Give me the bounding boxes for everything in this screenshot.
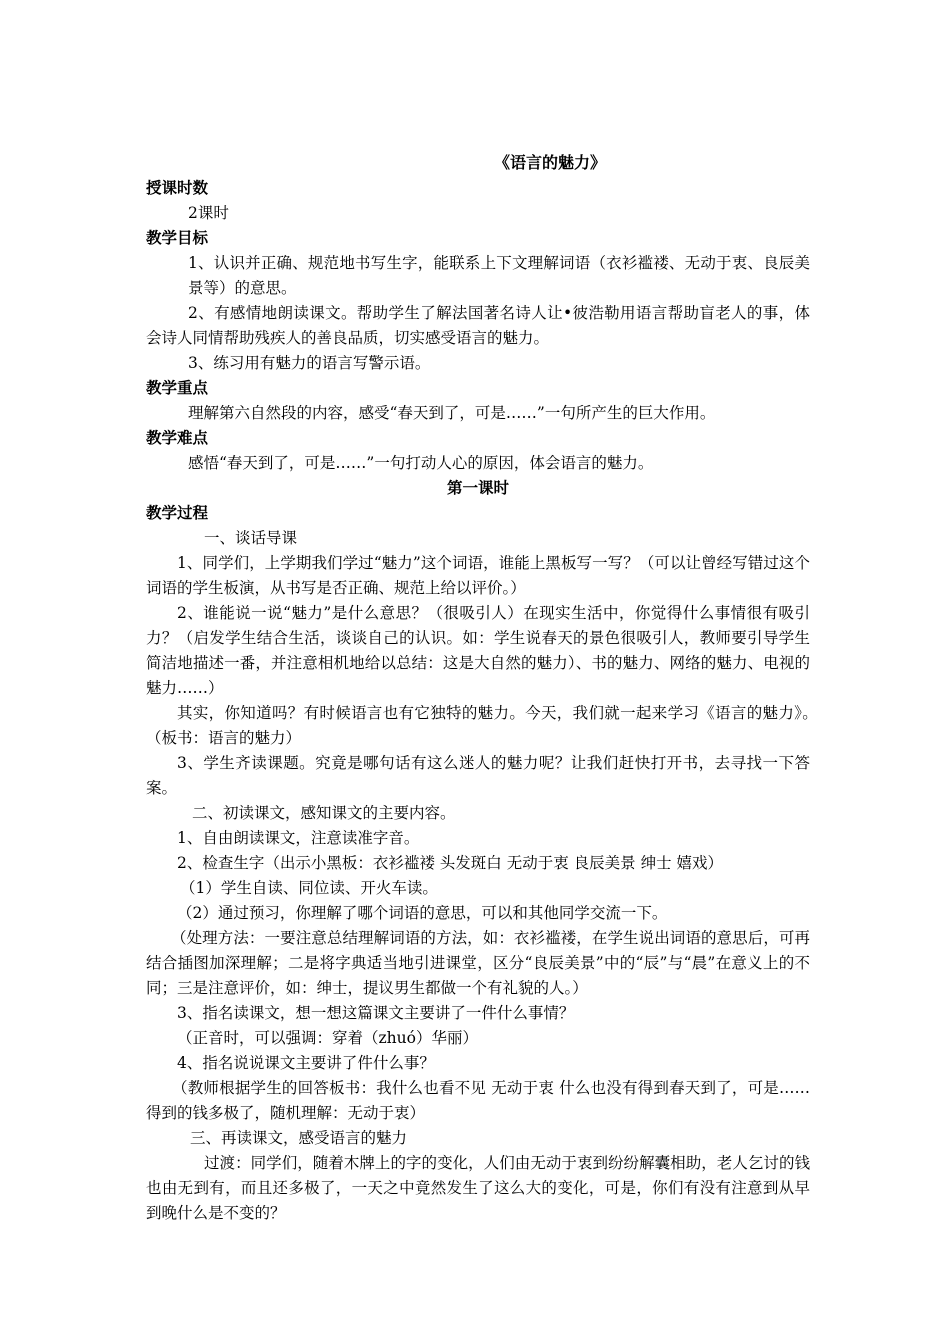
section-1-heading: 一、谈话导课 [204,529,298,547]
section-2-para-9: （教师根据学生的回答板书：我什么也看不见 无动于衷 什么也没有得到春天到了，可是…… 得到的钱多极了，随机理解：无动于衷） [146,1079,810,1122]
section-2-para-2: 2、检查生字（出示小黑板：衣衫褴褛 头发斑白 无动于衷 良辰美景 绅士 嬉戏） [177,854,723,872]
goal-1-text: 1、认识并正确、规范地书写生字，能联系上下文理解词语（衣衫褴褛、无动于衷、良辰美景等）的意思。 [188,254,810,297]
section-2-para-4: （2）通过预习，你理解了哪个词语的意思，可以和其他同学交流一下。 [177,904,668,922]
section-2-para-3: （1）学生自读、同位读、开火车读。 [180,879,438,897]
section-1-para-1: 1、同学们，上学期我们学过“魅力”这个词语，谁能上黑板写一写？（可以让曾经写错过这个词语的学生板演，从书写是否正确、规范上给以评价。） [146,554,810,597]
hours-heading: 授课时数 [146,179,209,197]
goal-3: 3、练习用有魅力的语言写警示语。 [188,354,431,372]
section-1-para-2: 2、谁能说一说“魅力”是什么意思？（很吸引人）在现实生活中，你觉得什么事情很有吸引力？（启发学生结合生活，谈谈自己的认识。如：学生说春天的景色很吸引人，教师要引导学生简洁地描述一番，并注意相机地给以总结：这是大自然的魅力）、书的魅力、网络的魅力、电视的魅力……） [146,604,810,697]
section-2-para-5: （处理方法：一要注意总结理解词语的方法，如：衣衫褴褛，在学生说出词语的意思后，可再结合插图加深理解；二是将字典适当地引进课堂，区分“良辰美景”中的“辰”与“晨”在意义上的不同；三是注意评价，如：绅士，提议男生都做一个有礼貌的人。） [146,929,810,997]
section-3-para-1: 过渡：同学们，随着木牌上的字的变化，人们由无动于衷到纷纷解囊相助，老人乞讨的钱也由无到有，而且还多极了，一天之中竟然发生了这么大的变化，可是，你们有没有注意到从早到晚什么是不变的？ [146,1154,810,1222]
goal-1 [146,251,810,301]
section-1-para-4: 3、学生齐读课题。究竟是哪句话有这么迷人的魅力呢？让我们赶快打开书，去寻找一下答案。 [146,754,810,797]
lesson-one-heading: 第一课时 [446,479,509,497]
section-3-heading: 三、再读课文，感受语言的魅力 [190,1129,408,1147]
focus-text: 理解第六自然段的内容，感受“春天到了，可是……”一句所产生的巨大作用。 [188,404,716,422]
section-2-para-7: （正音时，可以强调：穿着（zhuó）华丽） [177,1029,478,1047]
difficulty-text: 感悟“春天到了，可是……”一句打动人心的原因，体会语言的魅力。 [188,454,654,472]
section-1-para-3: 其实，你知道吗？有时候语言也有它独特的魅力。今天，我们就一起来学习《语言的魅力》。 （板书：语言的魅力） [146,704,842,747]
goal-2: 2、有感情地朗读课文。帮助学生了解法国著名诗人让•彼浩勒用语言帮助盲老人的事，体会诗人同情帮助残疾人的善良品质，切实感受语言的魅力。 [146,304,810,347]
process-heading: 教学过程 [146,504,209,522]
goals-heading: 教学目标 [146,229,209,247]
focus-heading: 教学重点 [146,379,209,397]
difficulty-heading: 教学难点 [146,429,209,447]
hours-text: 2课时 [188,204,229,222]
section-2-heading: 二、初读课文，感知课文的主要内容。 [192,804,456,822]
document-title: 《语言的魅力》 [493,153,606,172]
section-2-para-1: 1、自由朗读课文，注意读准字音。 [177,829,420,847]
section-2-para-6: 3、指名读课文，想一想这篇课文主要讲了一件什么事情？ [177,1004,575,1022]
document-body [146,176,842,1226]
section-2-para-8: 4、指名说说课文主要讲了件什么事？ [177,1054,435,1072]
